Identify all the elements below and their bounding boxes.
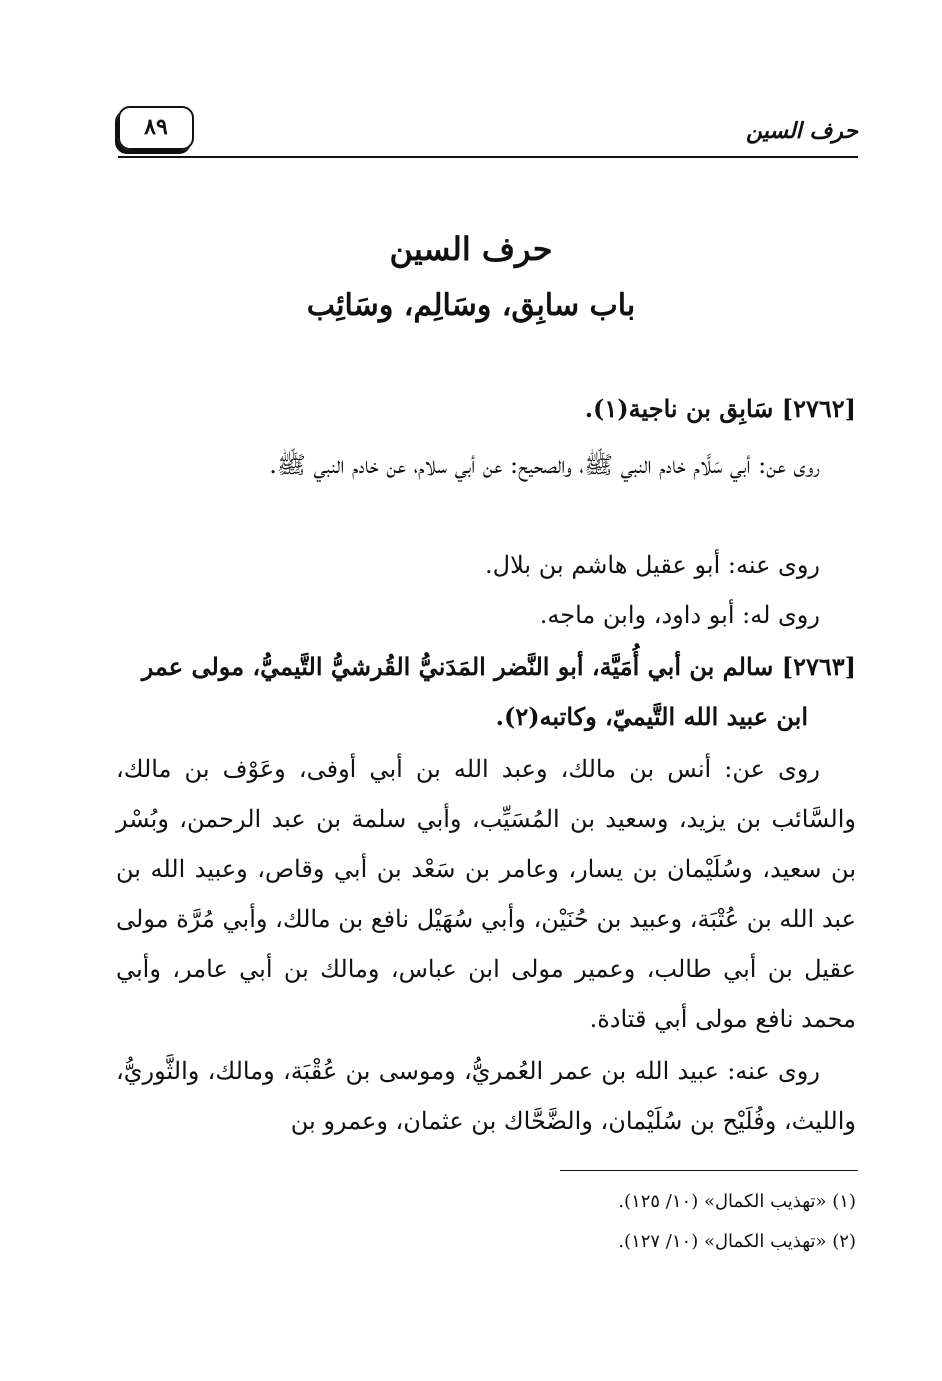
footnote-2: (٢) «تهذيب الكمال» (١٠/ ١٢٧).	[618, 1231, 856, 1252]
entry-2762-narrated-for: روى له: أبو داود، وابن ماجه.	[539, 601, 820, 629]
entry-heading-2763	[116, 642, 856, 742]
section-title: باب سابِق، وسَالِم، وسَائِب	[306, 288, 636, 323]
running-header-title: حرف السين	[745, 118, 858, 144]
page-number: ٨٩	[118, 106, 194, 150]
entry-heading-2763-line2: ابن عبيد الله التَّيميّ، وكاتبه(٢).	[495, 702, 808, 731]
entry-2762-narrated-by: روى عنه: أبو عقيل هاشم بن بلال.	[485, 551, 820, 579]
entry-heading-2763-line1: [٢٧٦٣] سالم بن أبي أُمَيَّة، أبو النَّضر المَدَنيُّ القُرشيُّ التَّيميُّ، مولى عمر	[141, 652, 856, 681]
footnote-rule	[560, 1170, 858, 1171]
chapter-title: حرف السين	[389, 230, 553, 268]
footnote-1: (١) «تهذيب الكمال» (١٠/ ١٢٥).	[618, 1191, 856, 1212]
entry-heading-2762: [٢٧٦٢] سَابِق بن ناجية(١).	[584, 394, 856, 423]
header-rule	[118, 156, 858, 158]
entry-2763-narrated-by: روى عنه: عبيد الله بن عمر العُمريُّ، وموسى بن عُقْبَة، ومالك، والثَّوريُّ، والليث، وفُلَيْح بن سُلَيْمان، والضَّحَّاك بن عثمان، وعمرو بن	[116, 1057, 856, 1135]
entry-2762-narrated-from: روى عن: أبي سَلَّام خادم النبي ﷺ، والصحيح: عن أبي سلام، عن خادم النبي ﷺ.	[269, 451, 820, 479]
entry-2763-narrated-from: روى عن: أنس بن مالك، وعبد الله بن أبي أوفى، وعَوْف بن مالك، والسَّائب بن يزيد، وسعيد بن المُسَيِّب، وأبي سلمة بن عبد الرحمن، وبُسْر بن سعيد، وسُلَيْمان بن يسار، وعامر بن سَعْد بن أبي وقاص، وعبيد الله بن عبد الله بن عُتْبَة، وعبيد بن حُنَيْن، وأبي سُهَيْل نافع بن مالك، وأبي مُرَّة مولى عقيل بن أبي طالب، وعمير مولى ابن عباس، ومالك بن أبي عامر، وأبي محمد نافع مولى أبي قتادة.	[116, 755, 856, 1033]
